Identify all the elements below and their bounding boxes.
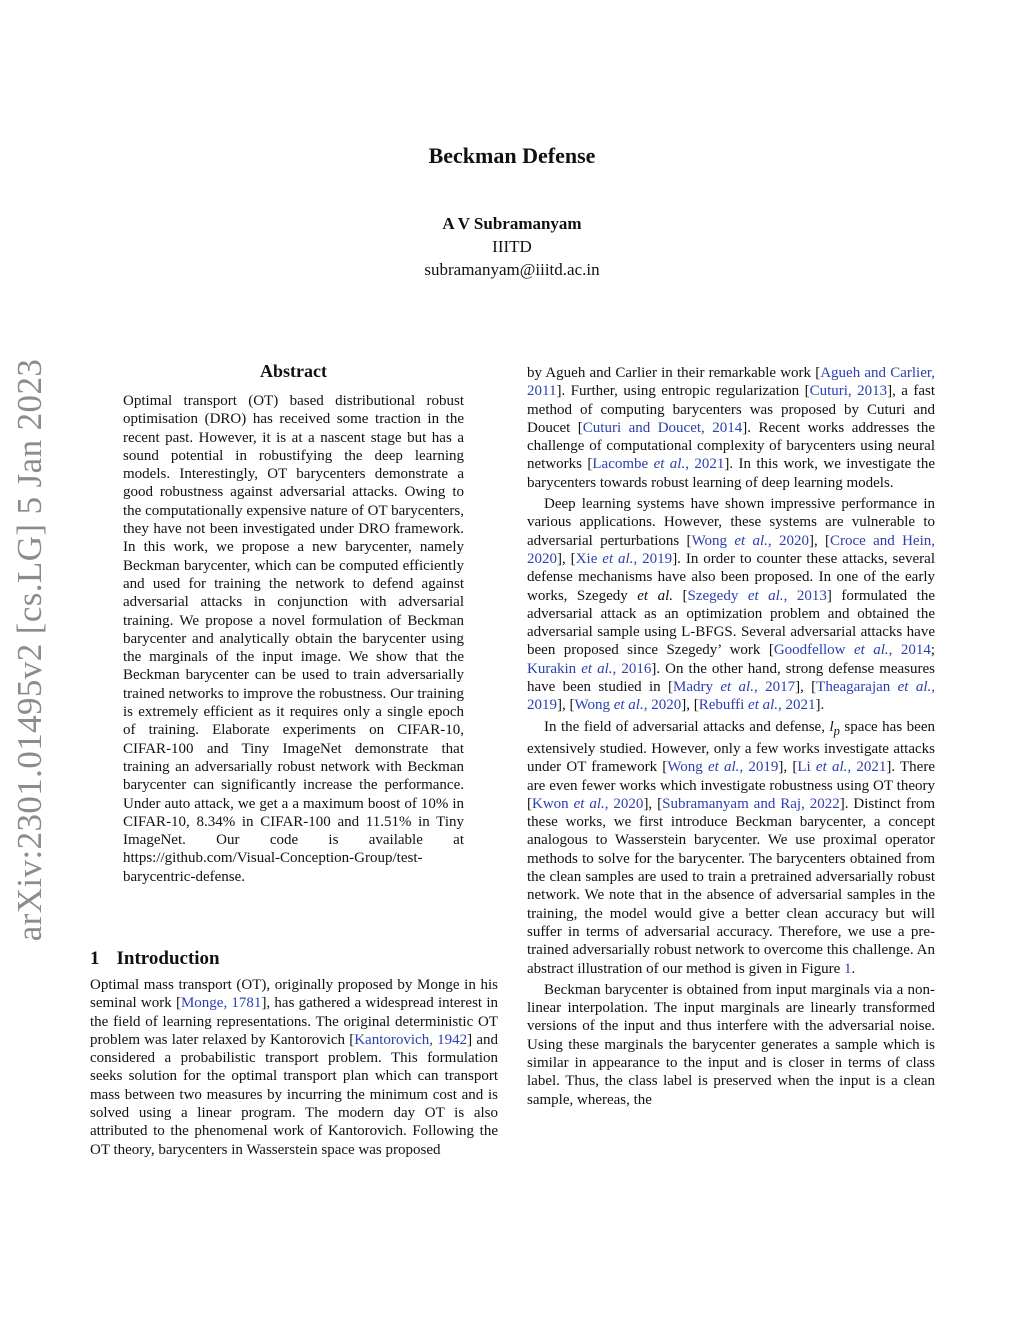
- text-run: ], a fast method of computing barycenters was proposed by Cuturi and Doucet [: [527, 383, 935, 436]
- section-heading: [90, 948, 220, 970]
- citation-link[interactable]: [532, 796, 643, 812]
- intro-left-column: [90, 976, 498, 1159]
- cite-year: , 2014: [888, 642, 931, 659]
- text-etal: et al.: [637, 587, 673, 604]
- cite-etal: et al.: [581, 660, 613, 677]
- intro-paragraph-1: [90, 976, 498, 1159]
- intro-paragraph-3: [527, 495, 935, 715]
- cite-etal: et al.: [734, 532, 768, 549]
- text-run: space has been extensively studied. However, only a few works investigate attacks under OT framework [: [527, 718, 935, 776]
- intro-right-column: [527, 364, 935, 1109]
- cite-etal: et al.: [748, 697, 779, 714]
- text-run: ].: [815, 697, 825, 714]
- cite-year: , 2019: [739, 759, 779, 776]
- cite-year: , 2020: [767, 532, 809, 549]
- intro-paragraph-5: Beckman barycenter is obtained from input marginals via a non-linear interpolation. The input marginals are linearly transformed versions of the input and thus interfere with the adversarial noise. Using these marginals the barycenter generates a sample which is similar in appearance to the input and is closer in terms of class label. Thus, the class label is preserved when the input is a clean sample, whereas, the: [527, 981, 935, 1108]
- citation-link[interactable]: [699, 697, 816, 713]
- cite-author: Szegedy: [687, 587, 748, 604]
- text-run: ]. In order to counter these attacks, several defense mechanisms have also been proposed. In one of the early works, Szegedy: [527, 550, 935, 604]
- citation-link[interactable]: [797, 759, 886, 775]
- cite-year: , 2019: [633, 550, 673, 567]
- abstract-heading: Abstract: [260, 361, 327, 381]
- cite-etal: et al.: [602, 550, 634, 567]
- cite-author: Wong: [691, 532, 735, 549]
- cite-year: , 2013: [783, 587, 827, 604]
- cite-author: Rebuffi: [698, 697, 749, 714]
- text-run: ]. On the other hand, strong defense measures have been studied in [: [527, 660, 936, 696]
- text-run: .: [851, 960, 856, 977]
- cite-author: Wong: [574, 697, 614, 714]
- author-block: [0, 212, 1024, 281]
- cite-author: Xie: [575, 550, 603, 567]
- text-run: Optimal mass transport (OT), originally proposed by Monge in his seminal work [: [90, 977, 498, 1012]
- author-affiliation: IIITD: [492, 237, 532, 256]
- author-name: A V Subramanyam: [442, 214, 582, 233]
- text-run: ]. Further, using entropic regularization [: [556, 383, 810, 400]
- text-run: ], [: [557, 550, 576, 567]
- text-run: ], [: [808, 532, 830, 549]
- text-run: ] and considered a probabilistic transport problem. This formulation seeks solution for the optimal transport plan which can transport mass between two measures by incurring the minimum cost and is solved using a linear program. The modern day OT is also attributed to the phenomenal work of Kantorovich. Following the OT theory, barycenters in Wasserstein space was proposed: [90, 1031, 498, 1158]
- text-run: In the field of adversarial attacks and defense,: [544, 718, 830, 735]
- citation-link[interactable]: Kantorovich, 1942: [354, 1031, 468, 1048]
- cite-etal: et al.: [720, 679, 754, 696]
- intro-paragraph-2: [527, 364, 935, 492]
- math-lp: [829, 718, 840, 738]
- cite-etal: et al.: [573, 795, 605, 812]
- cite-year: , 2020: [643, 697, 682, 714]
- text-run: [: [673, 587, 688, 604]
- citation-link[interactable]: [774, 642, 931, 658]
- arxiv-identifier: arXiv:2301.01495v2 [cs.LG] 5 Jan 2023: [10, 358, 49, 942]
- citation-link[interactable]: Cuturi and Doucet, 2014: [582, 419, 743, 436]
- cite-author: Theagarajan: [816, 679, 898, 696]
- cite-etal: et al.: [853, 642, 889, 659]
- math-subscript: p: [833, 723, 840, 738]
- arxiv-sidebar: [2, 358, 58, 942]
- citation-link[interactable]: Agueh and Carlier, 2011: [527, 365, 935, 400]
- cite-year: , 2019: [527, 679, 935, 714]
- text-run: ]. Distinct from these works, we first introduce Beckman barycenter, a concept analogous to Wasserstein barycenter. We use proximal operator methods to solve for the barycenter. The barycenters obtained from the clean samples are used to train a pretrained adversarially robust network. We note that in the absence of adversarial samples in the training, the model would give a better clean accuracy but will suffer in terms of adversarial accuracy. Therefore, we use a pre-trained adversarially robust network to overcome this challenge. An abstract illustration of our method is given in Figure: [527, 795, 936, 977]
- text-run: ]. In this work, we investigate the barycenters towards robust learning of deep learning models.: [527, 456, 935, 491]
- text-run: ], [: [643, 795, 663, 812]
- citation-link[interactable]: [592, 456, 724, 472]
- paper-title: Beckman Defense: [428, 143, 596, 168]
- text-run: ], has gathered a widespread interest in the field of learning representations. The original deterministic OT problem was later relaxed by Kantorovich [: [90, 995, 498, 1048]
- text-run: ] formulated the adversarial attack as an optimization problem and obtained the adversarial sample using L-BFGS. Several adversarial attacks have been proposed since Szegedy’ work [: [527, 587, 935, 659]
- text-run: ]. There are even fewer works which investigate robustness using OT theory [: [527, 759, 935, 812]
- math-symbol: l: [829, 718, 834, 735]
- citation-link[interactable]: Cuturi, 2013: [809, 383, 888, 400]
- cite-author: Kurakin: [527, 660, 582, 677]
- section-title: Introduction: [116, 948, 220, 969]
- cite-author: Goodfellow: [773, 642, 854, 659]
- cite-etal: et al.: [815, 759, 848, 776]
- cite-year: , 2021: [685, 456, 725, 473]
- intro-paragraph-4: [527, 718, 935, 978]
- text-run: by Agueh and Carlier in their remarkable work [: [527, 365, 821, 381]
- cite-author: Li: [797, 759, 816, 776]
- citation-link[interactable]: Subramanyam and Raj, 2022: [662, 795, 840, 812]
- text-run: ], [: [778, 759, 798, 776]
- citation-link[interactable]: [576, 551, 673, 567]
- text-run: ;: [930, 642, 935, 659]
- citation-link[interactable]: [575, 697, 682, 713]
- cite-etal: et al.: [653, 456, 686, 473]
- text-run: ], [: [557, 697, 575, 714]
- author-email: subramanyam@iiitd.ac.in: [424, 260, 600, 279]
- citation-link[interactable]: [692, 533, 809, 549]
- section-number: 1: [90, 948, 100, 969]
- abstract-body: [123, 392, 464, 886]
- citation-link[interactable]: [673, 679, 795, 695]
- text-run: ], [: [795, 679, 817, 696]
- cite-author: Kwon: [532, 795, 574, 812]
- citation-link[interactable]: [688, 588, 827, 604]
- cite-author: Lacombe: [592, 456, 654, 473]
- cite-year: , 2020: [604, 795, 644, 812]
- citation-link[interactable]: Monge, 1781: [180, 995, 262, 1012]
- text-run: ], [: [681, 697, 699, 714]
- figure-link[interactable]: 1: [844, 960, 852, 977]
- cite-year: , 2021: [847, 759, 887, 776]
- text-run: Deep learning systems have shown impressive performance in various applications. However, these systems are vulnerable to adversarial perturbations [: [527, 496, 935, 549]
- abstract-text: Optimal transport (OT) based distributional robust optimisation (DRO) has received some traction in the recent past. However, it is at a nascent stage but has a sound potential in robustifying the deep learning models. Interestingly, OT barycenters demonstrate a good robustness against adversarial attacks. Owing to the computationally expensive nature of OT barycenters, they have not been investigated under DRO framework. In this work, we propose a new barycenter, namely Beckman barycenter, which can be computed efficiently and used for training the network to defend against adversarial attacks in conjunction with adversarial training. We propose a novel formulation of Beckman barycenter and analytically obtain the barycenter using the marginals of the input image. We show that the Beckman barycenter can be used to train adversarially trained networks to improve the robustness. Our training is extremely efficient as it requires only a single epoch of training. Elaborate experiments on CIFAR-10, CIFAR-100 and Tiny ImageNet demonstrate that training an adversarially robust network with Beckman barycenter can significantly increase the performance. Under auto attack, we get a a maximum boost of 10% in CIFAR-10, 8.34% in CIFAR-100 and 11.51% in Tiny ImageNet. Our code is available at https://github.com/Visual-Conception-Group/test-barycentric-defense.: [123, 393, 464, 885]
- cite-year: , 2016: [612, 660, 652, 677]
- cite-author: Madry: [673, 679, 721, 696]
- citation-link[interactable]: Croce and Hein, 2020: [527, 532, 935, 567]
- cite-author: Wong: [667, 759, 708, 776]
- cite-etal: et al.: [613, 697, 644, 714]
- cite-etal: et al.: [897, 679, 932, 696]
- cite-etal: et al.: [747, 587, 784, 604]
- citation-link[interactable]: [527, 661, 651, 677]
- citation-link[interactable]: [667, 759, 778, 775]
- text-run: ]. Recent works addresses the challenge of computational complexity of barycenters using neural networks [: [527, 419, 935, 473]
- cite-year: , 2017: [753, 679, 796, 696]
- cite-etal: et al.: [707, 759, 740, 776]
- cite-year: , 2021: [778, 697, 816, 714]
